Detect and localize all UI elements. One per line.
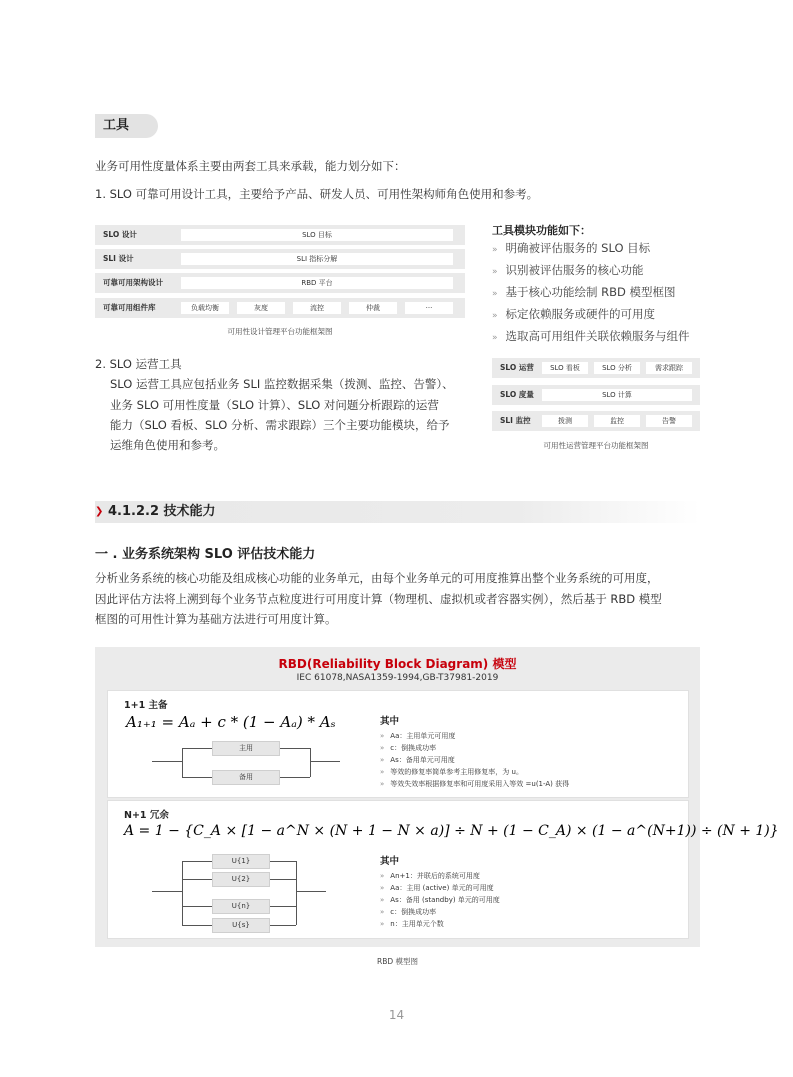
- page-number: 14: [388, 1008, 405, 1022]
- design-cell: 灰度: [237, 302, 285, 314]
- chevron-right-icon: »: [380, 732, 385, 740]
- design-cell: ···: [405, 302, 453, 314]
- note-item: » An+1：并联后的系统可用度: [380, 872, 480, 880]
- ops-cell: 拨测: [542, 415, 588, 427]
- design-table-caption: 可用性设计管理平台功能框架图: [227, 327, 333, 336]
- note-item: » As：备用 (standby) 单元的可用度: [380, 896, 500, 904]
- diagram-line: [152, 891, 182, 892]
- diagram-line: [270, 879, 296, 880]
- chevron-right-icon: »: [380, 884, 385, 892]
- ops-cell: 告警: [646, 415, 692, 427]
- ops-row-label: SLI 监控: [500, 416, 531, 425]
- rbd-model-2-panel: [107, 800, 779, 939]
- diagram-line: [270, 906, 296, 907]
- model-1-name: 1+1 主备: [124, 700, 168, 711]
- diagram-line: [152, 761, 182, 762]
- rbd-model-1-panel: [107, 690, 689, 798]
- diagram-line: [280, 777, 310, 778]
- subsection-paragraph-line: 分析业务系统的核心功能及组成核心功能的业务单元，由每个业务单元的可用度推算出整个业务系统的可用度，: [95, 571, 659, 585]
- chevron-right-icon: »: [492, 311, 498, 321]
- model-2-name: N+1 冗余: [124, 810, 169, 821]
- diagram-line: [182, 777, 212, 778]
- design-row-sli: [95, 249, 465, 269]
- model-2-notes: [380, 870, 500, 930]
- note-item: » Aa：主用 (active) 单元的可用度: [380, 884, 494, 892]
- ops-row-label: SLO 运营: [500, 363, 534, 372]
- note-item: » 等效失效率根据修复率和可用度采用入等效 =u(1-A) 获得: [380, 780, 570, 788]
- block-primary: 主用: [212, 741, 280, 756]
- feature-item: » 选取高可用组件关联依赖服务与组件: [492, 329, 690, 343]
- subsection-paragraph-line: 因此评估方法将上溯到每个业务节点粒度进行可用度计算（物理机、虚拟机或者容器实例），然后基于 RBD 模型: [95, 592, 662, 606]
- ops-cell: SLO 分析: [594, 362, 640, 374]
- feature-item: » 标定依赖服务或硬件的可用度: [492, 307, 656, 321]
- model-2-where: 其中: [380, 856, 400, 867]
- diagram-line: [182, 748, 183, 777]
- block-unit: U{1}: [212, 854, 270, 869]
- chevron-right-icon: »: [492, 245, 498, 255]
- chevron-right-icon: »: [380, 920, 385, 928]
- chevron-right-icon: »: [492, 267, 498, 277]
- ops-line: 运维角色使用和参考。: [110, 438, 225, 452]
- design-row-label: SLO 设计: [103, 230, 137, 239]
- diagram-line: [270, 861, 296, 862]
- design-row-arch: [95, 273, 465, 293]
- subsection-title: 一 . 业务系统架构 SLO 评估技术能力: [95, 547, 316, 562]
- intro-line-2: 1. SLO 可靠可用设计工具，主要给予产品、研发人员、可用性架构师角色使用和参考。: [95, 187, 539, 201]
- note-item: » Aa：主用单元可用度: [380, 732, 456, 740]
- design-cell: SLI 指标分解: [181, 253, 453, 265]
- ops-row-measure: [492, 385, 700, 405]
- model-2-formula: A = 1 − {C_A × [1 − a^N × (N + 1 − N × a)] ÷ N + (1 − C_A) × (1 − a^(N+1)) ÷ (N + 1)}: [124, 823, 779, 839]
- design-cell: 负载均衡: [181, 302, 229, 314]
- ops-cell: 需求跟踪: [646, 362, 692, 374]
- rbd-subtitle: IEC 61078,NASA1359-1994,GB-T37981-2019: [296, 673, 499, 683]
- diagram-line: [296, 891, 326, 892]
- model-1-notes: [380, 730, 569, 790]
- feature-item: » 明确被评估服务的 SLO 目标: [492, 241, 651, 255]
- ops-heading: 2. SLO 运营工具: [95, 357, 182, 371]
- block-unit: U{s}: [212, 918, 270, 933]
- ops-cell: 监控: [594, 415, 640, 427]
- note-item: » 等效的修复率简单参考主用修复率，为 u。: [380, 768, 523, 776]
- diagram-line: [310, 748, 311, 777]
- ops-cell: SLO 看板: [542, 362, 588, 374]
- design-row-label: 可靠可用架构设计: [103, 278, 163, 287]
- chevron-right-icon: »: [380, 896, 385, 904]
- diagram-line: [280, 748, 310, 749]
- chevron-right-icon: »: [380, 780, 385, 788]
- ops-cell: SLO 计算: [542, 389, 692, 401]
- design-row-components: [95, 298, 465, 318]
- design-row-slo: [95, 225, 465, 245]
- feature-item: » 基于核心功能绘制 RBD 模型框图: [492, 285, 676, 299]
- ops-line: 能力（SLO 看板、SLO 分析、需求跟踪）三个主要功能模块，给予: [110, 418, 450, 432]
- model-1-formula: A₁₊₁ = Aₐ + c * (1 − Aₐ) * Aₛ: [126, 713, 336, 731]
- intro-line-1: 业务可用性度量体系主要由两套工具来承载，能力划分如下：: [95, 159, 406, 173]
- model-1-where: 其中: [380, 716, 400, 727]
- chevron-right-icon: »: [380, 744, 385, 752]
- note-item: » n：主用单元个数: [380, 920, 444, 928]
- note-item: » c：倒换成功率: [380, 908, 437, 916]
- design-cell: 仲裁: [349, 302, 397, 314]
- feature-item: » 识别被评估服务的核心功能: [492, 263, 644, 277]
- chevron-right-icon: »: [380, 768, 385, 776]
- ops-row-label: SLO 度量: [500, 390, 534, 399]
- design-row-label: 可靠可用组件库: [103, 303, 156, 312]
- block-unit: U{2}: [212, 872, 270, 887]
- diagram-line: [182, 861, 212, 862]
- rbd-title: RBD(Reliability Block Diagram) 模型: [278, 657, 517, 671]
- diagram-line: [182, 879, 212, 880]
- block-standby: 备用: [212, 770, 280, 785]
- chevron-right-icon: »: [380, 756, 385, 764]
- diagram-line: [182, 748, 212, 749]
- diagram-line: [310, 761, 340, 762]
- section-pill: 工具: [95, 114, 158, 138]
- features-list: [492, 238, 690, 348]
- rbd-figure: [95, 647, 779, 947]
- diagram-line: [182, 906, 212, 907]
- chevron-right-icon: »: [492, 333, 498, 343]
- chevron-right-icon: »: [380, 908, 385, 916]
- chevron-right-icon: ❯: [95, 506, 104, 517]
- ops-table-caption: 可用性运营管理平台功能框架图: [543, 441, 649, 450]
- ops-line: 业务 SLO 可用性度量（SLO 计算）、SLO 对问题分析跟踪的运营: [110, 398, 439, 412]
- ops-line: SLO 运营工具应包括业务 SLI 监控数据采集（拨测、监控、告警）、: [110, 377, 454, 391]
- design-cell: 流控: [293, 302, 341, 314]
- chevron-right-icon: »: [492, 289, 498, 299]
- ops-row-operation: [492, 358, 700, 378]
- diagram-line: [270, 925, 296, 926]
- features-title: 工具模块功能如下：: [492, 224, 591, 237]
- diagram-line: [296, 861, 297, 925]
- diagram-line: [182, 925, 212, 926]
- design-row-label: SLI 设计: [103, 254, 134, 263]
- block-unit: U{n}: [212, 899, 270, 914]
- design-cell: RBD 平台: [181, 277, 453, 289]
- diagram-line: [182, 861, 183, 925]
- subsection-paragraph-line: 框图的可用性计算为基础方法进行可用度计算。: [95, 612, 337, 626]
- note-item: » c：倒换成功率: [380, 744, 437, 752]
- rbd-caption: RBD 模型图: [376, 957, 418, 966]
- design-cell: SLO 目标: [181, 229, 453, 241]
- ops-row-monitor: [492, 411, 700, 431]
- section-title: 4.1.2.2 技术能力: [108, 504, 216, 519]
- chevron-right-icon: »: [380, 872, 385, 880]
- note-item: » As：备用单元可用度: [380, 756, 455, 764]
